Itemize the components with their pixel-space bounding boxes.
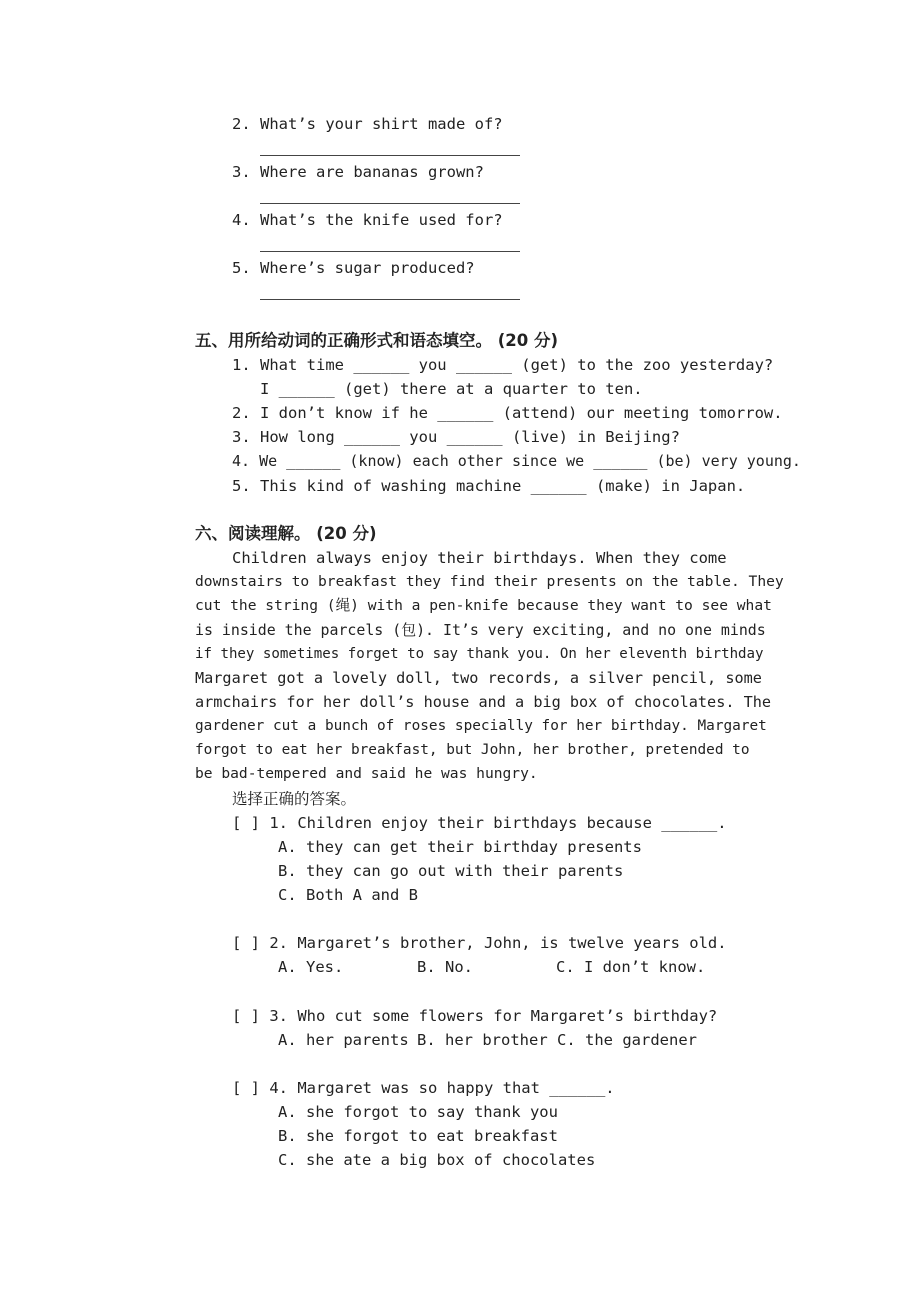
mc-q3-option-a[interactable]: A. her parents — [278, 1031, 409, 1049]
mc-q2-option-a[interactable]: A. Yes. — [278, 958, 344, 976]
mc-q1-option-c[interactable]: C. Both A and B — [278, 886, 418, 904]
passage-line-7: armchairs for her doll’s house and a big box of chocolates. The — [195, 693, 772, 711]
passage-line-9: forgot to eat her breakfast, but John, her brother, pretended to — [195, 742, 750, 758]
passage-line-3: cut the string (绳) with a pen-knife because they want to see what — [195, 597, 772, 614]
fill-line-1b: I ______ (get) there at a quarter to ten. — [260, 380, 643, 398]
mc-question-4: [ ] 4. Margaret was so happy that ______. — [232, 1079, 615, 1097]
answer-line-4[interactable] — [260, 251, 520, 252]
question-5: 5. Where’s sugar produced? — [232, 259, 475, 277]
mc-q2-option-b[interactable]: B. No. — [417, 958, 473, 976]
mc-q3-option-c[interactable]: C. the gardener — [557, 1031, 697, 1049]
mc-q1-option-b[interactable]: B. they can go out with their parents — [278, 862, 624, 880]
fill-line-4: 4. We ______ (know) each other since we ______ (be) very young. — [232, 452, 801, 470]
mc-q3-option-b[interactable]: B. her brother — [417, 1031, 548, 1049]
passage-line-2: downstairs to breakfast they find their presents on the table. They — [195, 573, 784, 590]
mc-question-1: [ ] 1. Children enjoy their birthdays because ______. — [232, 814, 727, 832]
passage-line-6: Margaret got a lovely doll, two records, a silver pencil, some — [195, 669, 762, 687]
section-5-heading: 五、用所给动词的正确形式和语态填空。 (20 分) — [195, 331, 559, 350]
mc-q1-option-a[interactable]: A. they can get their birthday presents — [278, 838, 642, 856]
fill-line-2: 2. I don’t know if he ______ (attend) our meeting tomorrow. — [232, 404, 783, 422]
mc-question-2: [ ] 2. Margaret’s brother, John, is twelve years old. — [232, 934, 727, 952]
question-2: 2. What’s your shirt made of? — [232, 115, 503, 133]
mc-question-3: [ ] 3. Who cut some flowers for Margaret’s birthday? — [232, 1007, 718, 1025]
answer-line-5[interactable] — [260, 299, 520, 300]
answer-line-3[interactable] — [260, 203, 520, 204]
question-3: 3. Where are bananas grown? — [232, 163, 484, 181]
mc-q4-option-c[interactable]: C. she ate a big box of chocolates — [278, 1151, 596, 1169]
mc-q4-option-a[interactable]: A. she forgot to say thank you — [278, 1103, 558, 1121]
mc-q2-option-c[interactable]: C. I don’t know. — [556, 958, 706, 976]
fill-line-1: 1. What time ______ you ______ (get) to the zoo yesterday? — [232, 356, 774, 374]
passage-line-1: Children always enjoy their birthdays. When they come — [232, 549, 727, 567]
section-6-heading: 六、阅读理解。 (20 分) — [195, 524, 377, 543]
passage-line-5: if they sometimes forget to say thank you. On her eleventh birthday — [195, 646, 764, 662]
question-4: 4. What’s the knife used for? — [232, 211, 503, 229]
mc-q4-option-b[interactable]: B. she forgot to eat breakfast — [278, 1127, 558, 1145]
instruction: 选择正确的答案。 — [232, 790, 357, 808]
answer-line-2[interactable] — [260, 155, 520, 156]
fill-line-5: 5. This kind of washing machine ______ (make) in Japan. — [232, 477, 746, 495]
passage-line-4: is inside the parcels (包). It’s very exciting, and no one minds — [195, 621, 766, 639]
passage-line-10: be bad-tempered and said he was hungry. — [195, 765, 538, 782]
fill-line-3: 3. How long ______ you ______ (live) in Beijing? — [232, 428, 680, 446]
passage-line-8: gardener cut a bunch of roses specially for her birthday. Margaret — [195, 718, 767, 734]
